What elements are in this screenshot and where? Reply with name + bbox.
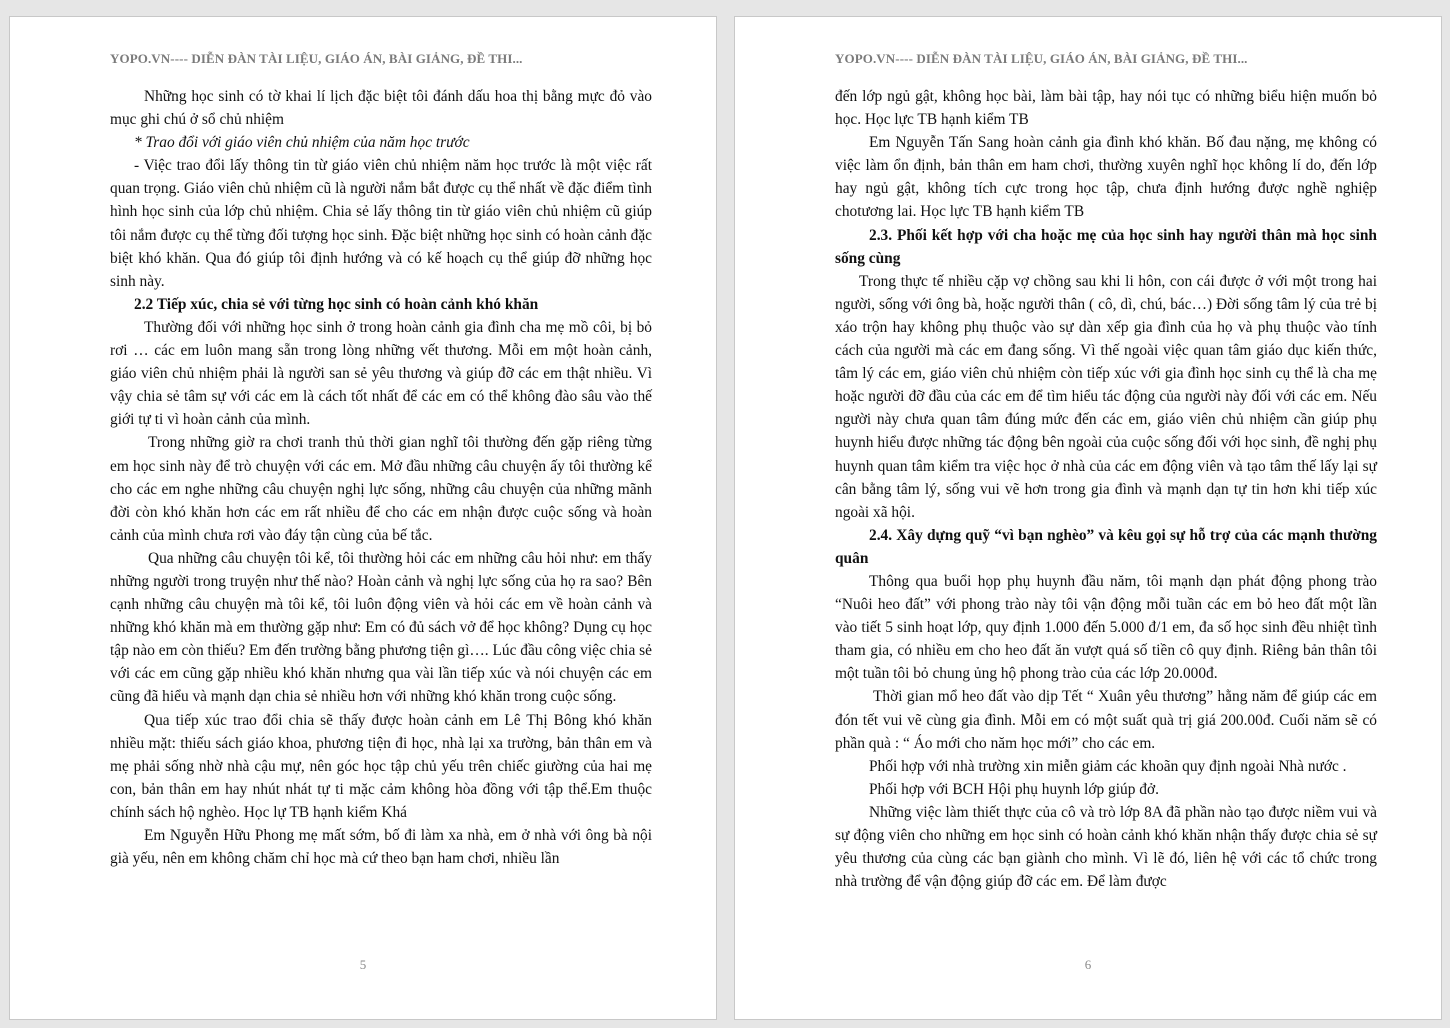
section-heading: 2.4. Xây dựng quỹ “vì bạn nghèo” và kêu gọi sự hỗ trợ của các mạnh thường quân — [835, 526, 1377, 567]
subheading: * Trao đổi với giáo viên chủ nhiệm của năm học trước — [134, 134, 470, 152]
page-number: 5 — [359, 957, 367, 972]
page-number: 6 — [1084, 957, 1092, 972]
paragraph: Em Nguyễn Hữu Phong mẹ mất sớm, bố đi làm xa nhà, em ở nhà với ông bà nội già yếu, nên em không chăm chỉ học mà cứ theo bạn ham chơi, nhiều lần — [110, 827, 652, 868]
paragraph: - Việc trao đổi lấy thông tin từ giáo viên chủ nhiệm năm học trước là một việc rất quan trọng. Giáo viên chủ nhiệm cũ là người nắm bắt được cụ thể nhất về đặc điểm tình hình học sinh của lớp chủ nhiệm. Chia sẻ lấy thông tin từ giáo viên chủ nhiệm cũ giúp tôi nắm được cụ thể từng đối tượng học sinh. Đặc biệt những học sinh có hoàn cảnh đặc biệt khó khăn. Qua đó giúp tôi định hướng và có kế hoạch cụ thể giúp đỡ những học sinh này. — [110, 157, 652, 290]
paragraph: Những việc làm thiết thực của cô và trò lớp 8A đã phần nào tạo được niềm vui và sự động viên cho những em học sinh có hoàn cảnh khó khăn nhận thấy được chia sẻ sự yêu thương của cùng các bạn giành cho mình. Vì lẽ đó, liên hệ với các tổ chức trong nhà trường để vận động giúp đỡ các em. Để làm được — [835, 803, 1377, 891]
paragraph: Thời gian mổ heo đất vào dịp Tết “ Xuân yêu thương” hằng năm để giúp các em đón tết vui vẽ cùng gia đình. Mỗi em có một suất quà trị giá 200.00đ. Cuối năm sẽ có phần quà : “ Áo mới cho năm học mới” cho các em. — [835, 688, 1377, 752]
section-heading: 2.2 Tiếp xúc, chia sẻ với từng học sinh có hoàn cảnh khó khăn — [134, 295, 539, 313]
document-page-6 — [734, 16, 1442, 1020]
section-heading: 2.3. Phối kết hợp với cha hoặc mẹ của học sinh hay người thân mà học sinh sống cùng — [835, 226, 1377, 267]
paragraph: Những học sinh có tờ khai lí lịch đặc biệt tôi đánh dấu hoa thị bằng mực đỏ vào mục ghi chú ở sổ chủ nhiệm — [110, 88, 652, 129]
page-body — [835, 85, 1377, 893]
page-header: YOPO.VN---- DIỄN ĐÀN TÀI LIỆU, GIÁO ÁN, BÀI GIẢNG, ĐỀ THI... — [835, 51, 1248, 66]
paragraph: Qua tiếp xúc trao đổi chia sẽ thấy được hoàn cảnh em Lê Thị Bông khó khăn nhiều mặt: thiếu sách giáo khoa, phương tiện đi học, nhà lại xa trường, bản thân em và mẹ phải sống nhờ nhà cậu mự, nên góc học tập chủ yếu trên chiếc giường của hai mẹ con, bản thân em hay nhút nhát tự ti mặc cảm không hòa đồng với tập thể.Em thuộc chính sách hộ nghèo. Học lự TB hạnh kiểm Khá — [110, 711, 652, 821]
paragraph: đến lớp ngủ gật, không học bài, làm bài tập, hay nói tục có những biểu hiện muốn bỏ học. Học lực TB hạnh kiểm TB — [835, 88, 1377, 129]
paragraph: Trong thực tế nhiều cặp vợ chồng sau khi li hôn, con cái được ở với một trong hai người, sống với ông bà, hoặc người thân ( cô, dì, chú, bác…) Đời sống tâm lý của trẻ bị xáo trộn hay không phụ thuộc vào sự dàn xếp gia đình của họ và phụ thuộc vào tính cách của người mà các em đang sống. Vì thế ngoài việc quan tâm giáo dục kiến thức, tâm lý các em, giáo viên chủ nhiệm còn tiếp xúc với gia đình học sinh cụ thể là cha mẹ hoặc người đỡ đầu của các em để tìm hiểu tác động của người này đối với các em. Nếu người này chưa quan tâm đúng mức đến các em, giáo viên chủ nhiệm cần giúp phụ huynh hiểu được những tác động bên ngoài của cuộc sống đối với học sinh, đề nghị phụ huynh quan tâm kiểm tra việc học ở nhà của các em động viên và tạo tâm thế lấy lại sự cân bằng tâm lý, sống vui vẽ hơn trong gia đình và mạnh dạn tự tin hơn khi tiếp xúc ngoài xã hội. — [835, 272, 1377, 521]
paragraph: Qua những câu chuyện tôi kể, tôi thường hỏi các em những câu hỏi như: em thấy những người trong truyện như thế nào? Hoàn cảnh và nghị lực sống của họ ra sao? Bên cạnh những câu chuyện mà tôi kể, tôi luôn động viên và hỏi các em về hoàn cảnh và những khó khăn mà em thường gặp như: Em có đủ sách vở để học không? Dụng cụ học tập nào em còn thiếu? Em đến trường bằng phương tiện gì…. Lúc đầu công việc chia sẻ với các em cũng gặp nhiều khó khăn nhưng qua vài lần tiếp xúc và nói chuyện các em cũng đã hiểu và mạnh dạn chia sẻ nhiều hơn với những khó khăn trong cuộc sống. — [110, 549, 652, 706]
paragraph: Phối hợp với nhà trường xin miễn giảm các khoãn quy định ngoài Nhà nước . — [869, 757, 1347, 775]
paragraph: Thường đối với những học sinh ở trong hoàn cảnh gia đình cha mẹ mồ côi, bị bỏ rơi … các em luôn mang sẵn trong lòng những vết thương. Mỗi em một hoàn cảnh, giáo viên chủ nhiệm phải là người san sẻ yêu thương và giúp đỡ các em thật nhiều. Vì vậy chia sẻ tâm sự với các em là cách tốt nhất để các em có thể không đào sâu vào thế giới tự ti vì hoàn cảnh của mình. — [110, 318, 652, 429]
page-header: YOPO.VN---- DIỄN ĐÀN TÀI LIỆU, GIÁO ÁN, BÀI GIẢNG, ĐỀ THI... — [110, 51, 523, 66]
paragraph: Trong những giờ ra chơi tranh thủ thời gian nghĩ tôi thường đến gặp riêng từng em học sinh này để trò chuyện với các em. Mở đầu những câu chuyện ấy tôi thường kể cho các em nghe những câu chuyện nghị lực sống, những câu chuyện của những mãnh đời còn khó khăn hơn các em rất nhiều để cho các em nhận được cuộc sống và hoàn cảnh của mình chưa rơi vào đáy tận cùng của bế tắc. — [110, 434, 652, 544]
document-page-5 — [9, 16, 717, 1020]
page-body — [110, 85, 652, 870]
paragraph: Em Nguyễn Tấn Sang hoàn cảnh gia đình khó khăn. Bố đau nặng, mẹ không có việc làm ổn định, bản thân em ham chơi, thường xuyên nghĩ học không lí do, đến lớp hay ngủ gật, không tích cực trong học tập, chưa định hướng được nghề nghiệp chotương lai. Học lực TB hạnh kiểm TB — [835, 134, 1377, 221]
paragraph: Phối hợp với BCH Hội phụ huynh lớp giúp đở. — [869, 780, 1159, 798]
paragraph: Thông qua buổi họp phụ huynh đầu năm, tôi mạnh dạn phát động phong trào “Nuôi heo đất” với phong trào này tôi vận động mỗi tuần các em bỏ heo đất một lần vào tiết 5 sinh hoạt lớp, quy định 1.000 đến 5.000 đ/1 em, đa số học sinh đều nhiệt tình tham gia, có nhiều em cho heo đất ăn vượt quá số tiền cô quy định. Riêng bản thân tôi một tuần tôi bỏ chung ủng hộ phong trào của các lớp 20.000đ. — [835, 572, 1377, 683]
